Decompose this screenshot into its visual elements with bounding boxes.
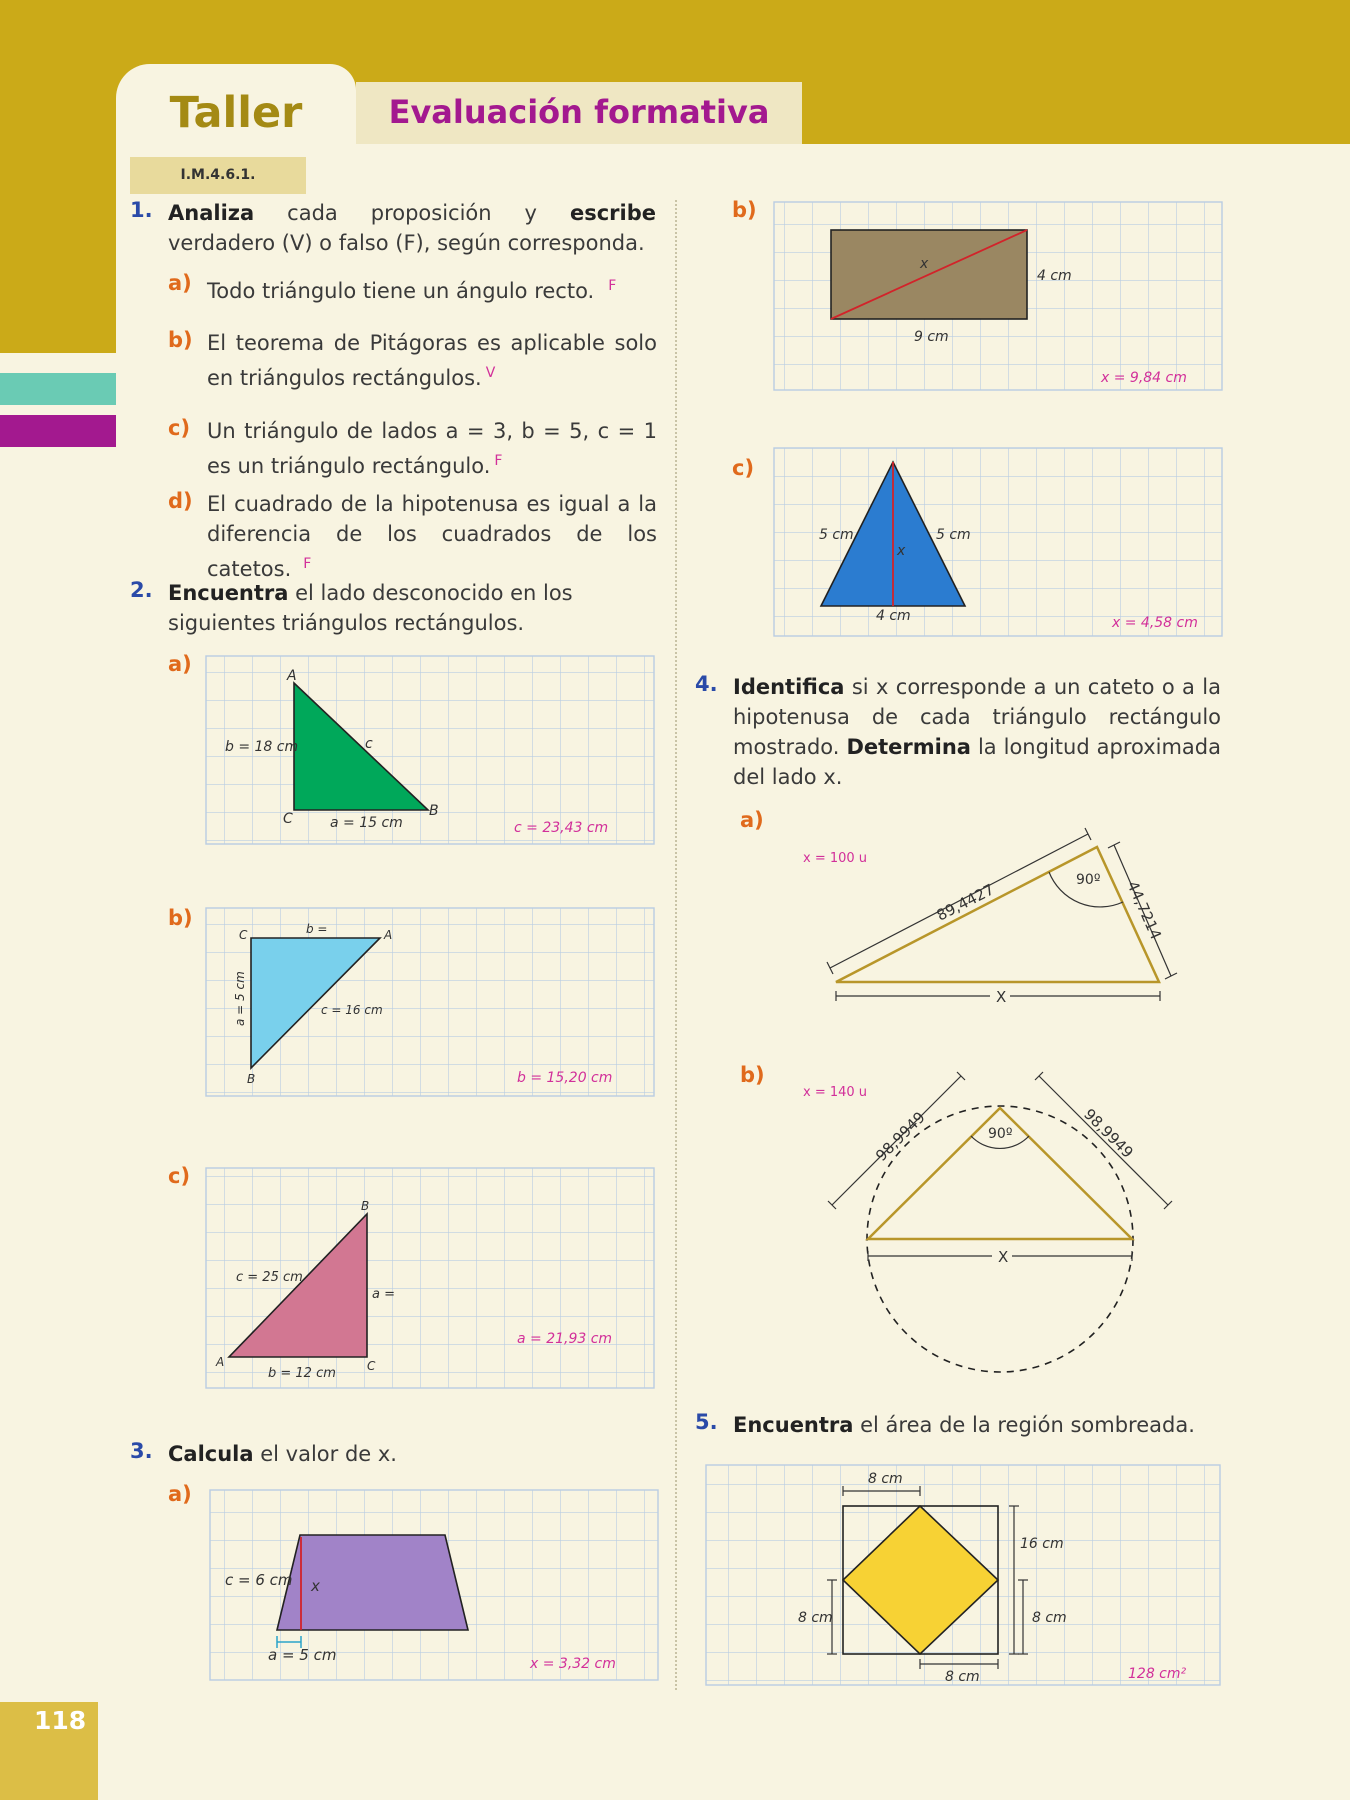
q3b-label-bottom: 9 cm [914,329,949,345]
q3a-label-c: c = 6 cm [225,1571,293,1589]
q5-answer: 128 cm² [1128,1666,1187,1682]
q1a-answer: F [608,278,617,294]
q2-rest: el lado desconocido en los siguientes triángulos rectángulos. [168,581,573,635]
q4-mid: si x corresponde a un cateto o a la hipotenusa de cada triángulo rectángulo mostrado. [733,675,1221,759]
q2b-label-C: C [239,928,248,942]
q3a-figure [210,1490,658,1680]
q5-statement [733,1410,1221,1440]
q2b-label-c: c = 16 cm [321,1003,383,1017]
q2a-figure [206,656,654,844]
q3c-label-left: 5 cm [819,527,854,543]
q5-label-right-bottom: 8 cm [1032,1610,1067,1626]
page-number: 118 [34,1706,87,1735]
q1d-statement: El cuadrado de la hipotenusa es igual a la diferencia de los cuadrados de los catetos. [207,492,657,581]
q2a-label-A: A [287,668,297,684]
taller-title: Taller [169,88,303,138]
q4b-label-left: 98,9949 [872,1108,929,1165]
q3-verb: Calcula [168,1442,254,1466]
q2c-label-a: a = [372,1287,395,1302]
q2c-label-c: c = 25 cm [236,1270,303,1285]
q2a-label-B: B [429,803,439,819]
q4b-figure [803,1072,1172,1372]
q2c-label-C: C [367,1359,376,1373]
q4-rest: la longitud aproximada del lado x. [733,735,1221,789]
q4-verb2: Determina [846,735,971,759]
q2b-answer: b = 15,20 cm [517,1070,613,1086]
q3a-answer: x = 3,32 cm [530,1656,616,1672]
q1c-statement: Un triángulo de lados a = 3, b = 5, c = 1 es un triángulo rectángulo. [207,419,657,478]
q3c-figure [774,448,1222,636]
q5-label-bottom: 8 cm [945,1669,980,1685]
q1b-letter: b) [168,328,193,352]
q2a-answer: c = 23,43 cm [514,820,609,836]
q5-label-left: 8 cm [798,1610,833,1626]
q2b-label-A: A [384,928,393,942]
q2a-letter: a) [168,652,192,676]
q3b-letter: b) [732,198,757,222]
q4b-label-right: 98,9949 [1080,1105,1137,1162]
q4-statement [733,672,1221,792]
q2a-label-b: b = 18 cm [225,739,299,755]
q4a-letter: a) [740,808,764,832]
q3c-label-x: x [897,543,906,559]
q1c-letter: c) [168,416,191,440]
q5-figure [706,1465,1220,1685]
q5-label-top: 8 cm [868,1471,903,1487]
q4-number: 4. [695,672,718,696]
q3a-letter: a) [168,1482,192,1506]
q1d-answer: F [303,556,312,572]
q1-mid: cada proposición y [254,201,570,225]
q4b-answer: x = 140 u [803,1085,868,1100]
q1-rest: verdadero (V) o falso (F), según corresponda. [168,231,645,255]
q5-number: 5. [695,1410,718,1434]
q3c-label-bottom: 4 cm [876,608,911,624]
q2a-label-C: C [283,811,293,827]
q4b-label-angle: 90º [988,1126,1013,1142]
q2c-label-b: b = 12 cm [268,1366,336,1381]
q3-number: 3. [130,1439,153,1463]
q4a-label-angle: 90º [1076,872,1101,888]
q4b-label-x: X [998,1248,1009,1266]
q2c-answer: a = 21,93 cm [517,1331,613,1347]
q4-verb1: Identifica [733,675,845,699]
q3a-label-x: x [311,1577,320,1595]
q4a-label-x: X [996,988,1007,1006]
q2a-label-c: c [365,736,373,752]
q3b-label-x: x [920,256,929,272]
q3c-answer: x = 4,58 cm [1112,615,1198,631]
q1b-answer: V [485,365,496,381]
q5-verb: Encuentra [733,1413,854,1437]
q4b-letter: b) [740,1063,765,1087]
q1c-answer: F [494,453,503,469]
q3-statement [168,1439,648,1469]
q2b-label-b: b = [306,922,328,936]
q5-label-right-top: 16 cm [1020,1536,1064,1552]
q2a-label-a: a = 15 cm [330,815,403,831]
q3a-label-a: a = 5 cm [268,1646,337,1664]
q2-verb: Encuentra [168,581,289,605]
eval-title: Evaluación formativa [388,93,770,131]
q1b-statement: El teorema de Pitágoras es aplicable solo en triángulos rectángulos. [207,331,657,390]
q2-number: 2. [130,578,153,602]
q2b-figure [206,908,654,1096]
q4a-label-hyp: 89,4427 [933,880,998,925]
q2b-label-B: B [247,1072,256,1086]
q1-verb2: escribe [569,201,656,225]
q3b-label-side: 4 cm [1037,268,1072,284]
q3-rest: el valor de x. [253,1442,397,1466]
q2c-letter: c) [168,1164,191,1188]
q3b-figure [774,202,1222,390]
q1a-letter: a) [168,271,192,295]
q1-number: 1. [130,198,153,222]
q1a-statement: Todo triángulo tiene un ángulo recto. [207,279,595,303]
q2b-letter: b) [168,906,193,930]
q2c-figure [206,1168,654,1388]
q4a-figure [803,828,1177,1006]
q2c-label-B: B [361,1199,370,1213]
q2c-label-A: A [216,1355,225,1369]
skill-code: I.M.4.6.1. [180,167,256,183]
q3c-letter: c) [732,456,755,480]
q1-verb1: Analiza [168,201,255,225]
q4a-label-side: 44,7214 [1123,878,1166,943]
q5-rest: el área de la región sombreada. [853,1413,1195,1437]
q4a-answer: x = 100 u [803,851,868,866]
q3b-answer: x = 9,84 cm [1101,370,1187,386]
q2b-label-a: a = 5 cm [233,971,247,1026]
q1d-letter: d) [168,489,193,513]
q3c-label-right: 5 cm [936,527,971,543]
